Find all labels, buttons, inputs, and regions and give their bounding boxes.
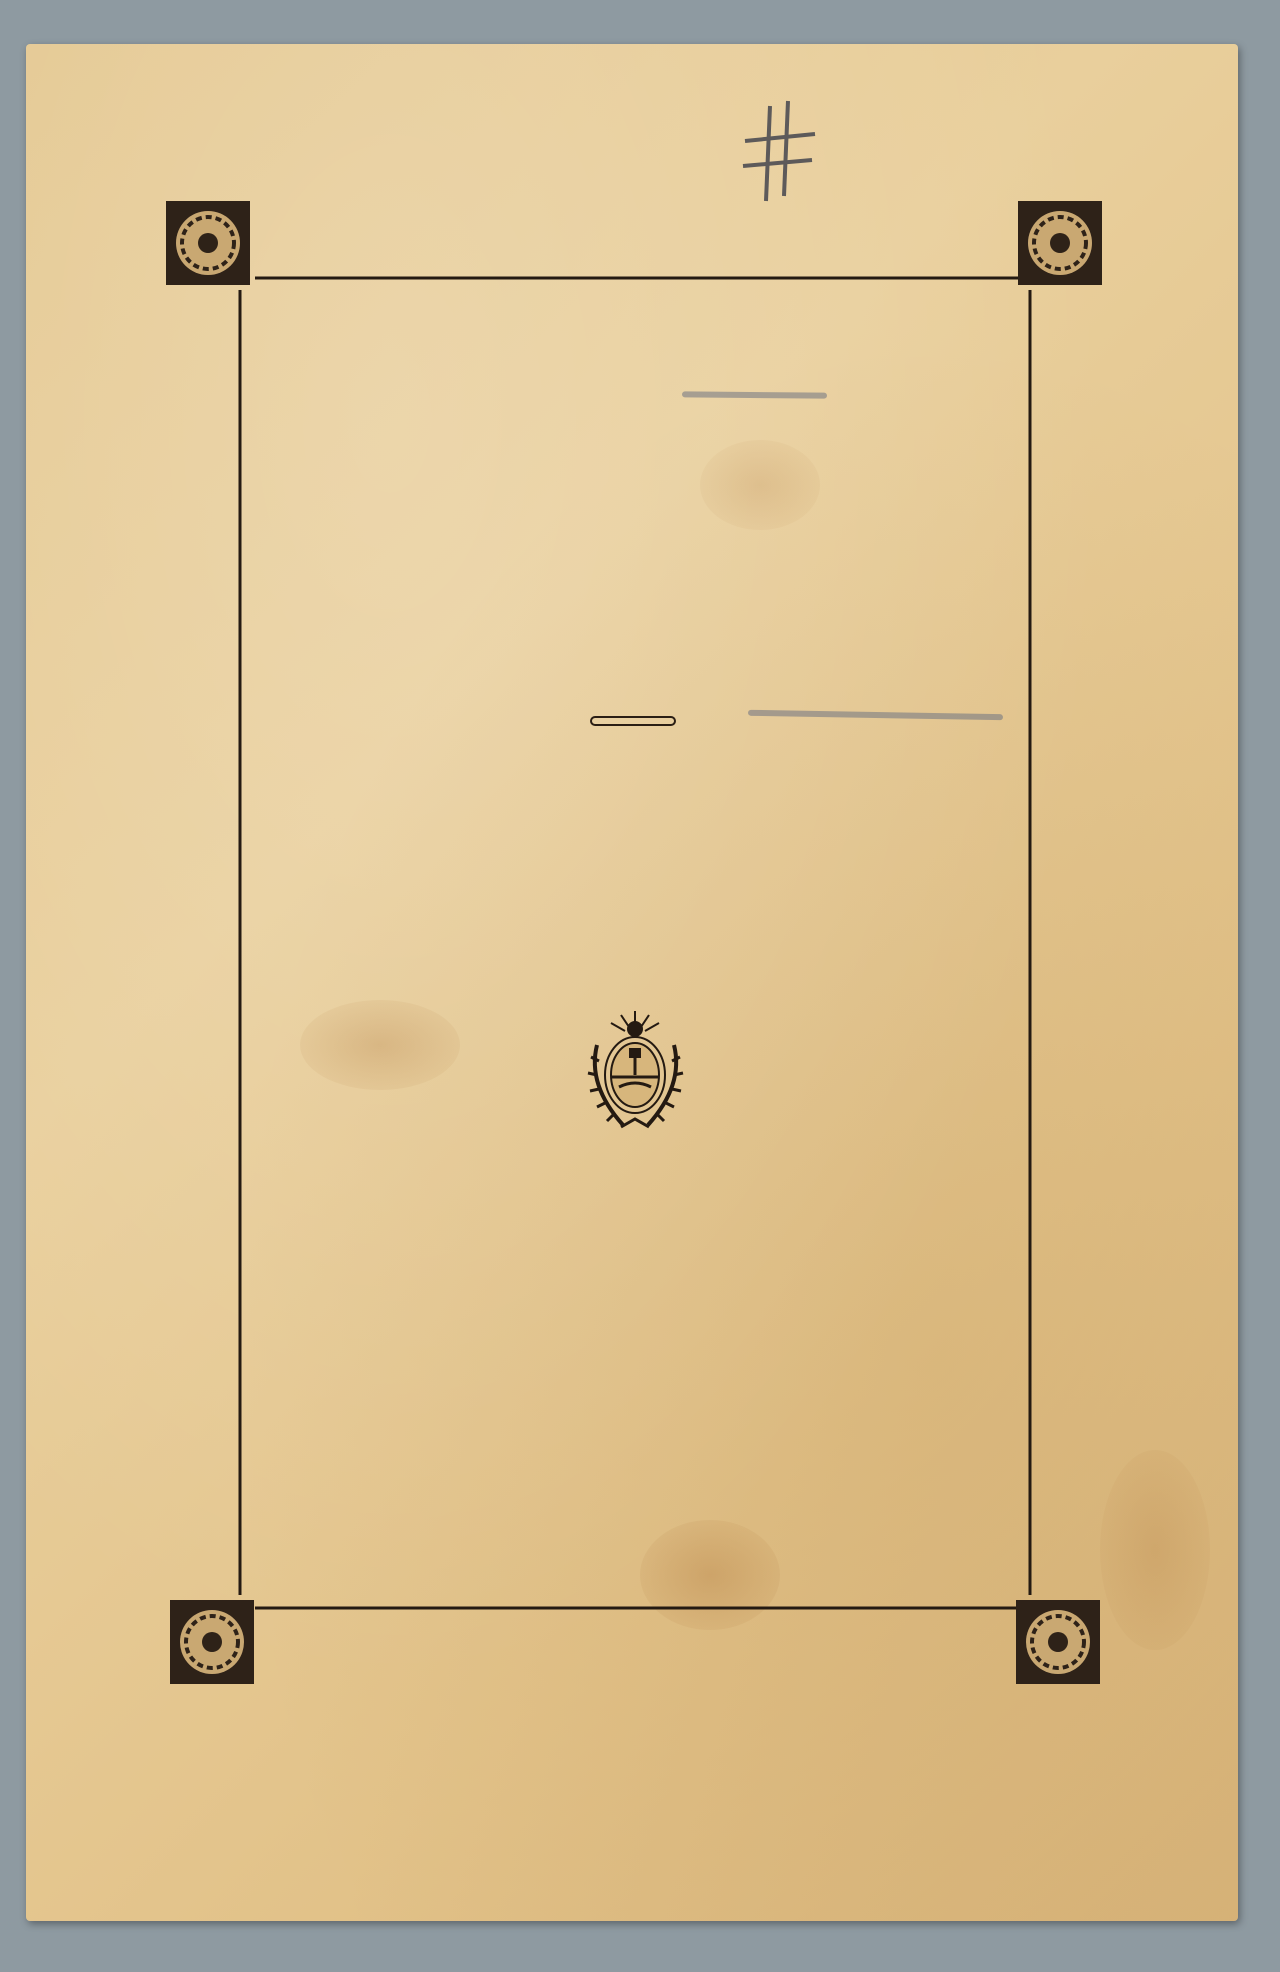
pencil-underline bbox=[682, 391, 827, 398]
corner-rosette-icon bbox=[1018, 201, 1102, 285]
corner-rosette-icon bbox=[1016, 1600, 1100, 1684]
coat-of-arms-icon bbox=[583, 1005, 688, 1140]
title-divider bbox=[590, 716, 676, 726]
corner-rosette-icon bbox=[170, 1600, 254, 1684]
corner-rosette-icon bbox=[166, 201, 250, 285]
